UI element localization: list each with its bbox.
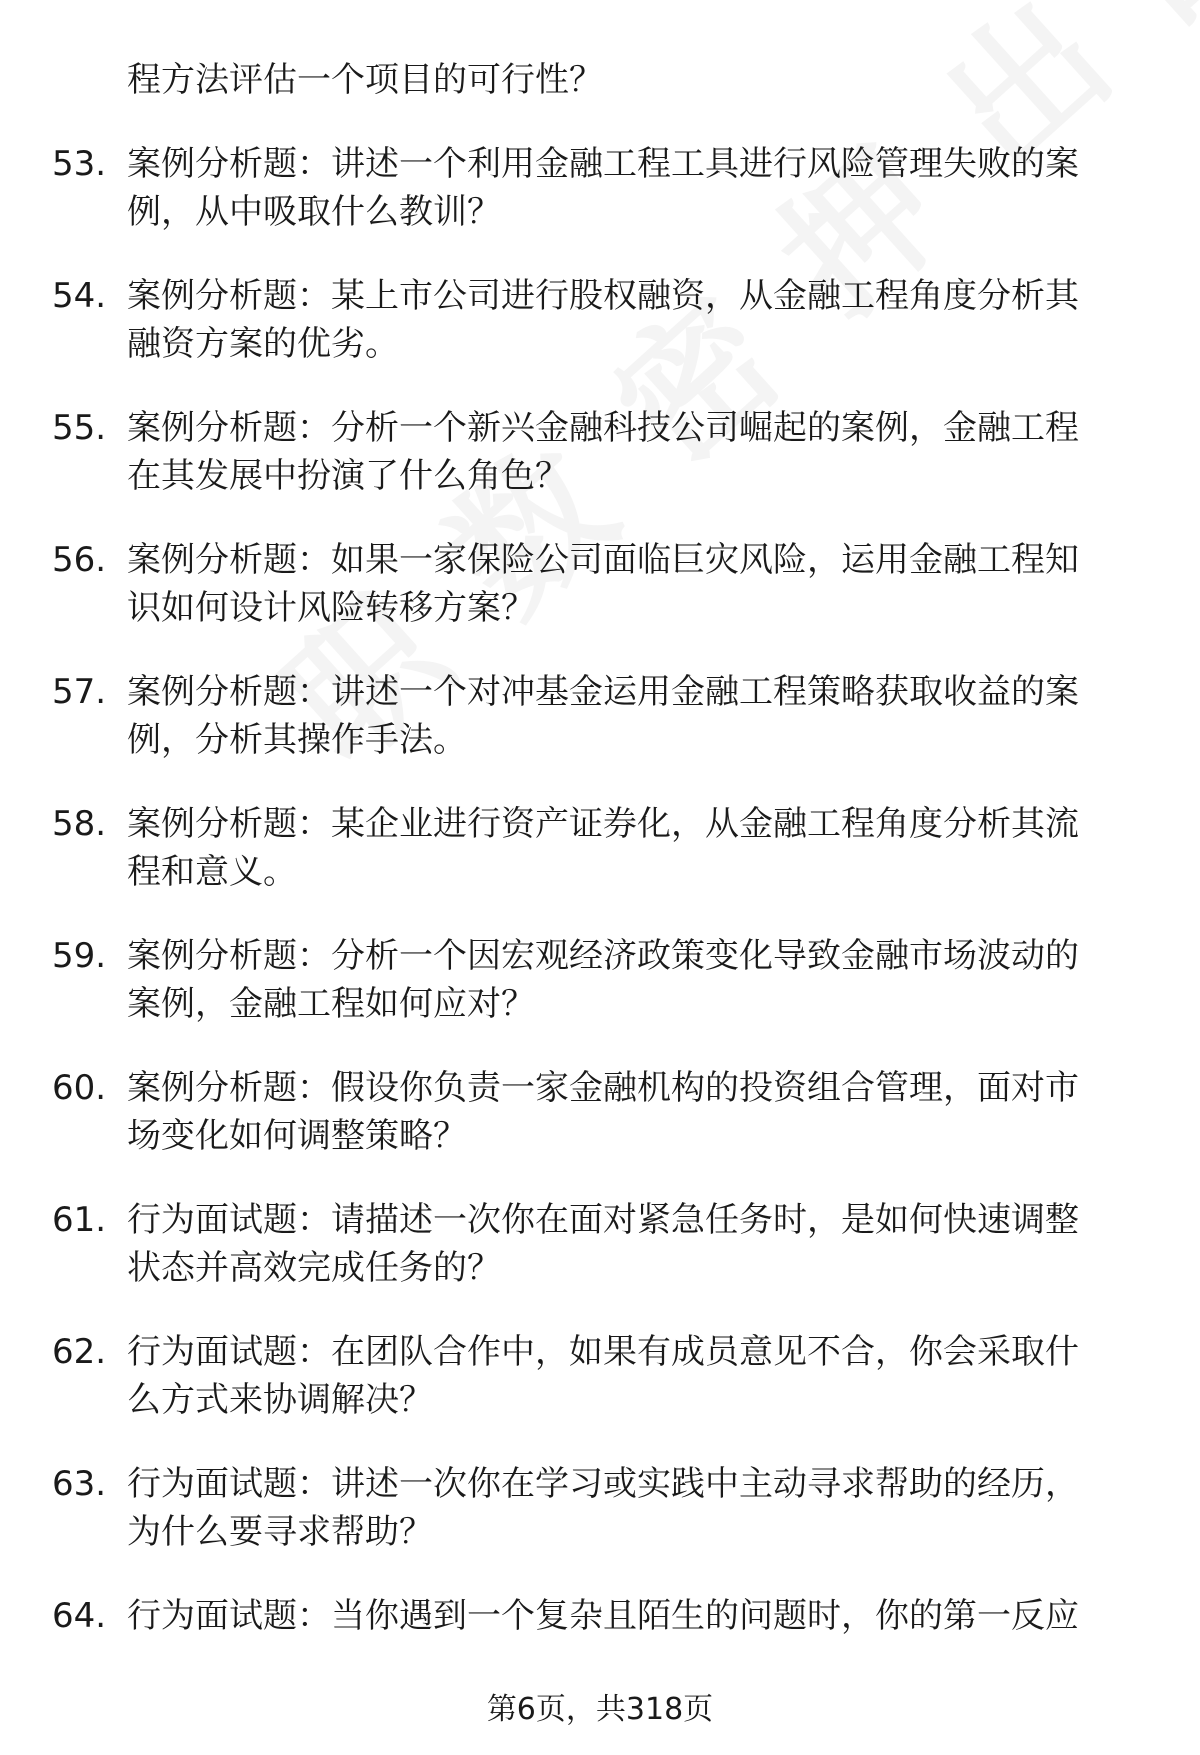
question-text bbox=[127, 272, 1137, 368]
continuation-line: 程方法评估一个项目的可行性？ bbox=[127, 60, 603, 100]
question-line: 案例分析题：某企业进行资产证券化，从金融工程角度分析其流 bbox=[127, 804, 1079, 844]
page-footer: 第6页，共318页 bbox=[486, 1692, 714, 1727]
question-line: 例，从中吸取什么教训？ bbox=[127, 192, 501, 232]
question-line: 在其发展中扮演了什么角色？ bbox=[127, 456, 569, 496]
question-line: 行为面试题：讲述一次你在学习或实践中主动寻求帮助的经历， bbox=[127, 1464, 1079, 1504]
question-number: 60. bbox=[52, 1068, 107, 1108]
question-text bbox=[127, 1196, 1137, 1292]
question-text bbox=[127, 536, 1137, 632]
question-number: 61. bbox=[52, 1200, 107, 1240]
question-number: 55. bbox=[52, 408, 107, 448]
question-text bbox=[127, 800, 1137, 896]
question-item bbox=[0, 1328, 1200, 1460]
question-line: 识如何设计风险转移方案？ bbox=[127, 588, 535, 628]
question-item bbox=[0, 272, 1200, 404]
question-line: 程和意义。 bbox=[127, 852, 297, 892]
question-text bbox=[127, 1592, 1137, 1640]
question-line: 么方式来协调解决？ bbox=[127, 1380, 433, 1420]
question-item bbox=[0, 536, 1200, 668]
question-number: 54. bbox=[52, 276, 107, 316]
question-list bbox=[0, 140, 1200, 1724]
question-line: 融资方案的优劣。 bbox=[127, 324, 399, 364]
question-text bbox=[127, 668, 1137, 764]
question-number: 59. bbox=[52, 936, 107, 976]
question-line: 行为面试题：在团队合作中，如果有成员意见不合，你会采取什 bbox=[127, 1332, 1079, 1372]
question-line: 状态并高效完成任务的？ bbox=[127, 1248, 501, 1288]
question-line: 案例分析题：某上市公司进行股权融资，从金融工程角度分析其 bbox=[127, 276, 1079, 316]
question-line: 行为面试题：请描述一次你在面对紧急任务时，是如何快速调整 bbox=[127, 1200, 1079, 1240]
question-item bbox=[0, 140, 1200, 272]
question-number: 62. bbox=[52, 1332, 107, 1372]
question-text bbox=[127, 932, 1137, 1028]
question-line: 案例分析题：分析一个新兴金融科技公司崛起的案例，金融工程 bbox=[127, 408, 1079, 448]
question-line: 行为面试题：当你遇到一个复杂且陌生的问题时，你的第一反应 bbox=[127, 1596, 1079, 1636]
question-line: 案例分析题：讲述一个利用金融工程工具进行风险管理失败的案 bbox=[127, 144, 1079, 184]
question-line: 案例分析题：讲述一个对冲基金运用金融工程策略获取收益的案 bbox=[127, 672, 1079, 712]
question-number: 53. bbox=[52, 144, 107, 184]
question-line: 场变化如何调整策略？ bbox=[127, 1116, 467, 1156]
question-line: 案例，金融工程如何应对？ bbox=[127, 984, 535, 1024]
question-line: 为什么要寻求帮助？ bbox=[127, 1512, 433, 1552]
question-number: 57. bbox=[52, 672, 107, 712]
question-text bbox=[127, 1460, 1137, 1556]
question-item bbox=[0, 1064, 1200, 1196]
question-line: 案例分析题：如果一家保险公司面临巨灾风险，运用金融工程知 bbox=[127, 540, 1079, 580]
question-number: 64. bbox=[52, 1596, 107, 1636]
question-item bbox=[0, 932, 1200, 1064]
question-text bbox=[127, 1328, 1137, 1424]
question-text bbox=[127, 1064, 1137, 1160]
question-item bbox=[0, 1196, 1200, 1328]
question-number: 63. bbox=[52, 1464, 107, 1504]
question-item bbox=[0, 1460, 1200, 1592]
question-item bbox=[0, 404, 1200, 536]
question-number: 56. bbox=[52, 540, 107, 580]
question-item bbox=[0, 668, 1200, 800]
question-line: 案例分析题：分析一个因宏观经济政策变化导致金融市场波动的 bbox=[127, 936, 1079, 976]
question-item bbox=[0, 800, 1200, 932]
question-number: 58. bbox=[52, 804, 107, 844]
question-line: 案例分析题：假设你负责一家金融机构的投资组合管理，面对市 bbox=[127, 1068, 1079, 1108]
question-text bbox=[127, 140, 1137, 236]
question-text bbox=[127, 404, 1137, 500]
question-line: 例，分析其操作手法。 bbox=[127, 720, 467, 760]
